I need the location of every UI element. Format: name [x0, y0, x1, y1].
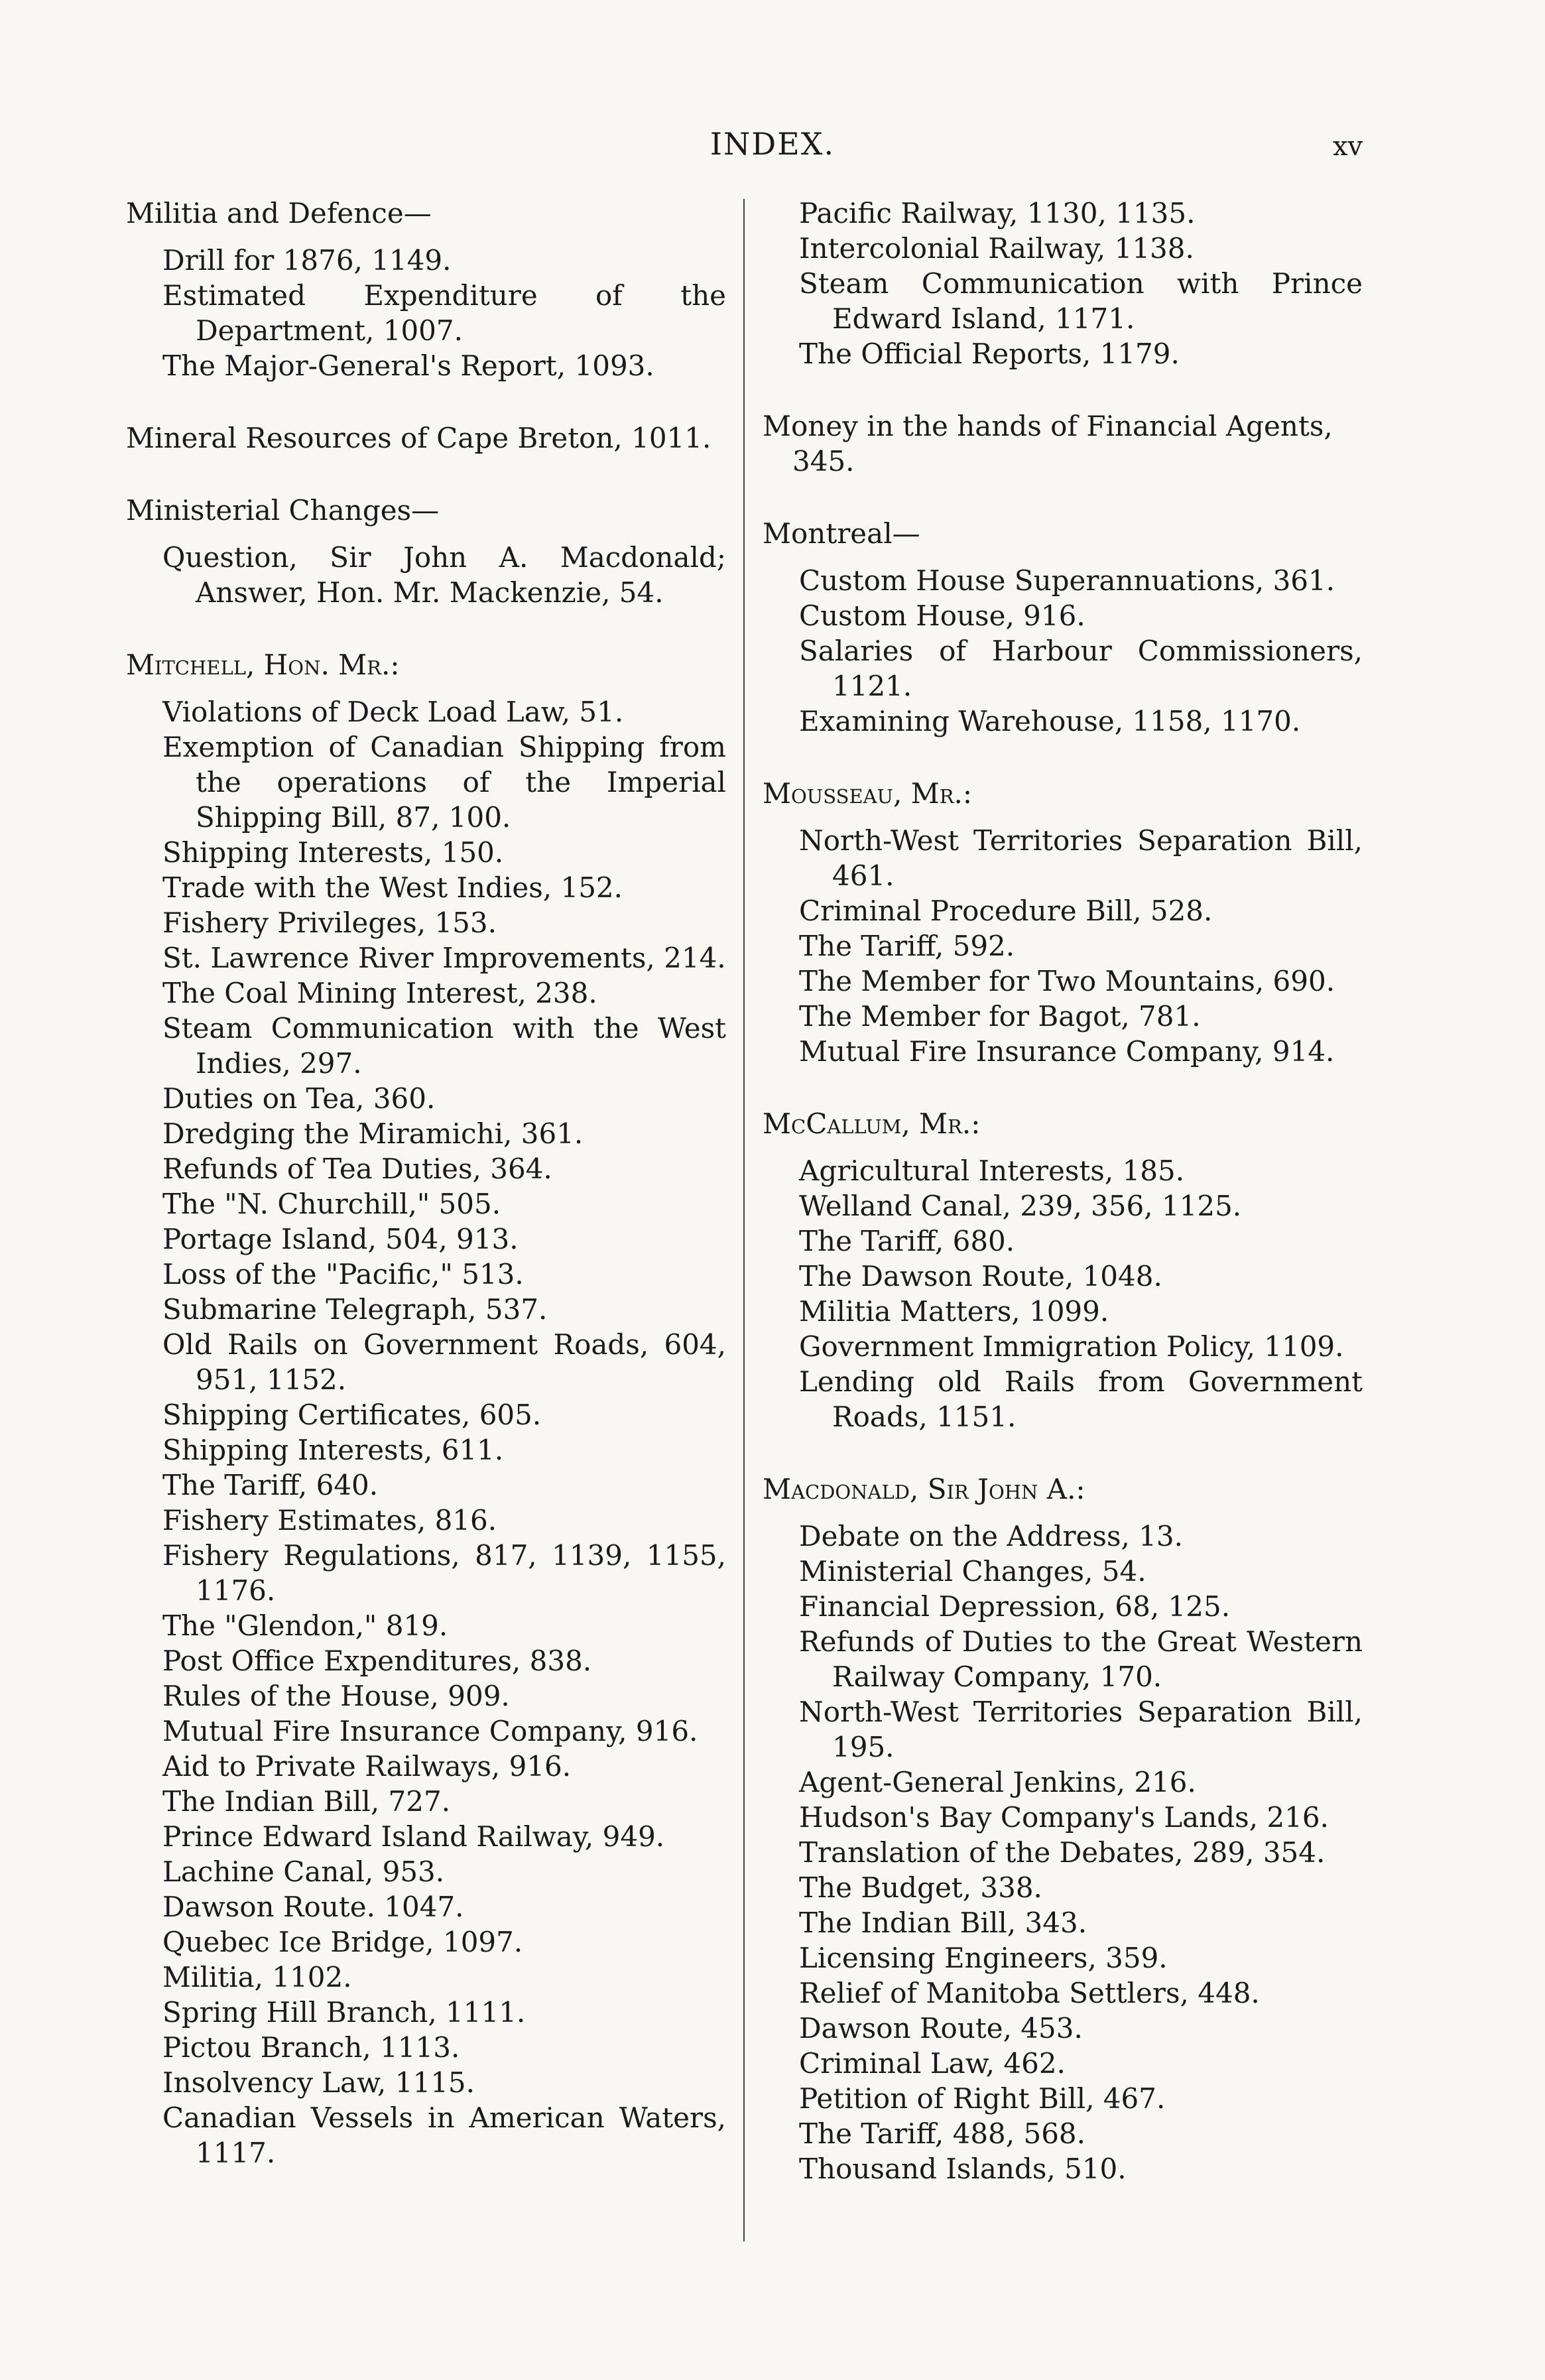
index-entry	[763, 516, 1363, 739]
subentry: Rules of the House, 909.	[162, 1680, 510, 1712]
left-column	[126, 196, 726, 2170]
subentry: The Indian Bill, 343.	[799, 1907, 1087, 1939]
subentry: Welland Canal, 239, 356, 1125.	[799, 1190, 1242, 1222]
entry-heading: Mousseau, Mr.:	[763, 777, 973, 810]
subentry: Prince Edward Island Railway, 949.	[162, 1820, 665, 1853]
subentry: Financial Depression, 68, 125.	[799, 1590, 1231, 1623]
page-number: xv	[1333, 131, 1363, 162]
entry-gap	[763, 739, 1363, 776]
entry-gap	[126, 383, 726, 420]
subentry: The Dawson Route, 1048.	[799, 1260, 1162, 1292]
subentry: The Tariff, 488, 568.	[799, 2117, 1085, 2150]
heading-gap	[763, 1507, 1363, 1519]
right-column	[763, 196, 1363, 2186]
subentry: Thousand Islands, 510.	[799, 2153, 1127, 2185]
subentry: Spring Hill Branch, 1111.	[162, 1996, 526, 2029]
entry-heading: Mineral Resources of Cape Breton, 1011.	[126, 422, 711, 454]
subentry: Trade with the West Indies, 152.	[162, 871, 623, 904]
index-entry	[763, 776, 1363, 1069]
subentry: St. Lawrence River Improvements, 214.	[162, 942, 726, 974]
subentry: Aid to Private Railways, 916.	[162, 1750, 572, 1783]
entry-heading: Mitchell, Hon. Mr.:	[126, 649, 400, 681]
entry-heading: McCallum, Mr.:	[763, 1107, 981, 1140]
entry-gap	[126, 610, 726, 647]
subentry: Duties on Tea, 360.	[162, 1082, 436, 1115]
subentry: The Tariff, 592.	[799, 930, 1015, 962]
subentry-list	[126, 243, 726, 383]
subentry: Lending old Rails from Government Roads, 1151.	[799, 1365, 1363, 1433]
subentry: Custom House, 916.	[799, 599, 1085, 632]
subentry: Petition of Right Bill, 467.	[799, 2082, 1166, 2115]
entry-gap	[763, 1069, 1363, 1106]
subentry: Portage Island, 504, 913.	[162, 1223, 519, 1255]
subentry: Refunds of Tea Duties, 364.	[162, 1153, 552, 1185]
subentry: Relief of Manitoba Settlers, 448.	[799, 1977, 1260, 2009]
subentry: The Coal Mining Interest, 238.	[162, 977, 597, 1009]
index-entry	[763, 196, 1363, 371]
subentry: Estimated Expenditure of the Department, 1007.	[162, 279, 726, 347]
column-divider	[743, 199, 745, 2241]
heading-gap	[126, 231, 726, 243]
running-head: INDEX.	[710, 126, 835, 162]
subentry-list	[763, 823, 1363, 1069]
entry-gap	[763, 371, 1363, 408]
entry-gap	[126, 456, 726, 493]
entry-gap	[763, 479, 1363, 516]
subentry-list	[763, 563, 1363, 739]
subentry: Ministerial Changes, 54.	[799, 1555, 1146, 1588]
subentry: Fishery Privileges, 153.	[162, 907, 497, 939]
subentry: Loss of the "Pacific," 513.	[162, 1258, 524, 1290]
subentry-list	[763, 1153, 1363, 1434]
index-entry	[126, 493, 726, 610]
subentry: Agent-General Jenkins, 216.	[799, 1766, 1196, 1798]
heading-gap	[126, 528, 726, 540]
subentry: Quebec Ice Bridge, 1097.	[162, 1926, 523, 1958]
heading-gap	[763, 811, 1363, 823]
subentry: Agricultural Interests, 185.	[799, 1155, 1185, 1187]
subentry: North-West Territories Separation Bill, 461.	[799, 824, 1363, 892]
subentry: Criminal Law, 462.	[799, 2047, 1066, 2080]
subentry-list	[763, 1519, 1363, 2186]
subentry: Post Office Expenditures, 838.	[162, 1645, 592, 1677]
index-entry	[126, 647, 726, 2170]
index-entry	[126, 196, 726, 383]
subentry: Militia Matters, 1099.	[799, 1295, 1109, 1328]
subentry: The "N. Churchill," 505.	[162, 1188, 501, 1220]
entry-heading: Militia and Defence—	[126, 197, 432, 229]
subentry: Examining Warehouse, 1158, 1170.	[799, 705, 1301, 737]
subentry: Debate on the Address, 13.	[799, 1520, 1183, 1552]
subentry: The Official Reports, 1179.	[799, 338, 1180, 370]
subentry: Custom House Superannuations, 361.	[799, 564, 1335, 597]
subentry: Pacific Railway, 1130, 1135.	[799, 197, 1196, 229]
subentry: Translation of the Debates, 289, 354.	[799, 1836, 1326, 1869]
subentry: Drill for 1876, 1149.	[162, 244, 452, 277]
subentry: The Budget, 338.	[799, 1871, 1042, 1904]
entry-heading: Ministerial Changes—	[126, 494, 440, 527]
entry-heading: Macdonald, Sir John A.:	[763, 1473, 1085, 1505]
subentry: The Major-General's Report, 1093.	[162, 349, 654, 382]
subentry: Mutual Fire Insurance Company, 914.	[799, 1035, 1335, 1068]
subentry: Dawson Route, 453.	[799, 2012, 1083, 2044]
subentry: Criminal Procedure Bill, 528.	[799, 895, 1213, 927]
subentry: The Tariff, 680.	[799, 1225, 1015, 1257]
subentry: Mutual Fire Insurance Company, 916.	[162, 1715, 698, 1747]
subentry: Exemption of Canadian Shipping from the operations of the Imperial Shipping Bill, 87, 100.	[162, 731, 726, 834]
subentry: Canadian Vessels in American Waters, 1117.	[162, 2101, 726, 2169]
subentry: Shipping Interests, 150.	[162, 836, 504, 869]
subentry: Dredging the Miramichi, 361.	[162, 1117, 584, 1150]
index-entry	[763, 408, 1363, 479]
subentry: Salaries of Harbour Commissioners, 1121.	[799, 635, 1363, 702]
subentry: The Member for Two Mountains, 690.	[799, 965, 1335, 997]
subentry: Hudson's Bay Company's Lands, 216.	[799, 1801, 1329, 1834]
subentry: Fishery Estimates, 816.	[162, 1504, 497, 1536]
subentry: The Tariff, 640.	[162, 1469, 379, 1501]
subentry-list	[763, 196, 1363, 371]
subentry: Militia, 1102.	[162, 1961, 352, 1993]
heading-gap	[763, 551, 1363, 563]
subentry: The Indian Bill, 727.	[162, 1785, 451, 1818]
subentry: Question, Sir John A. Macdonald; Answer, Hon. Mr. Mackenzie, 54.	[162, 541, 726, 609]
subentry: Lachine Canal, 953.	[162, 1855, 445, 1888]
heading-gap	[763, 1141, 1363, 1153]
index-entry	[763, 1106, 1363, 1434]
subentry: Intercolonial Railway, 1138.	[799, 232, 1194, 265]
subentry-list	[126, 694, 726, 2170]
subentry: Steam Communication with Prince Edward Island, 1171.	[799, 267, 1363, 335]
subentry: Licensing Engineers, 359.	[799, 1942, 1168, 1974]
entry-heading: Money in the hands of Financial Agents, 345.	[763, 410, 1333, 477]
subentry: Dawson Route. 1047.	[162, 1891, 464, 1923]
subentry: Violations of Deck Load Law, 51.	[162, 696, 624, 728]
index-entry	[126, 420, 726, 456]
subentry: Shipping Certificates, 605.	[162, 1399, 542, 1431]
subentry: Steam Communication with the West Indies, 297.	[162, 1012, 726, 1080]
heading-gap	[126, 682, 726, 694]
subentry: Pictou Branch, 1113.	[162, 2031, 460, 2064]
subentry-list	[126, 540, 726, 610]
subentry: Shipping Interests, 611.	[162, 1434, 504, 1466]
subentry: Insolvency Law, 1115.	[162, 2066, 475, 2099]
entry-heading: Montreal—	[763, 517, 920, 550]
subentry: The "Glendon," 819.	[162, 1609, 448, 1642]
subentry: Old Rails on Government Roads, 604, 951, 1152.	[162, 1328, 726, 1396]
entry-gap	[763, 1434, 1363, 1472]
subentry: North-West Territories Separation Bill, 195.	[799, 1696, 1363, 1763]
subentry: Government Immigration Policy, 1109.	[799, 1330, 1344, 1363]
subentry: Submarine Telegraph, 537.	[162, 1293, 548, 1326]
subentry: Fishery Regulations, 817, 1139, 1155, 1176.	[162, 1539, 726, 1607]
subentry: The Member for Bagot, 781.	[799, 1000, 1201, 1033]
index-entry	[763, 1472, 1363, 2186]
subentry: Refunds of Duties to the Great Western Railway Company, 170.	[799, 1625, 1363, 1693]
